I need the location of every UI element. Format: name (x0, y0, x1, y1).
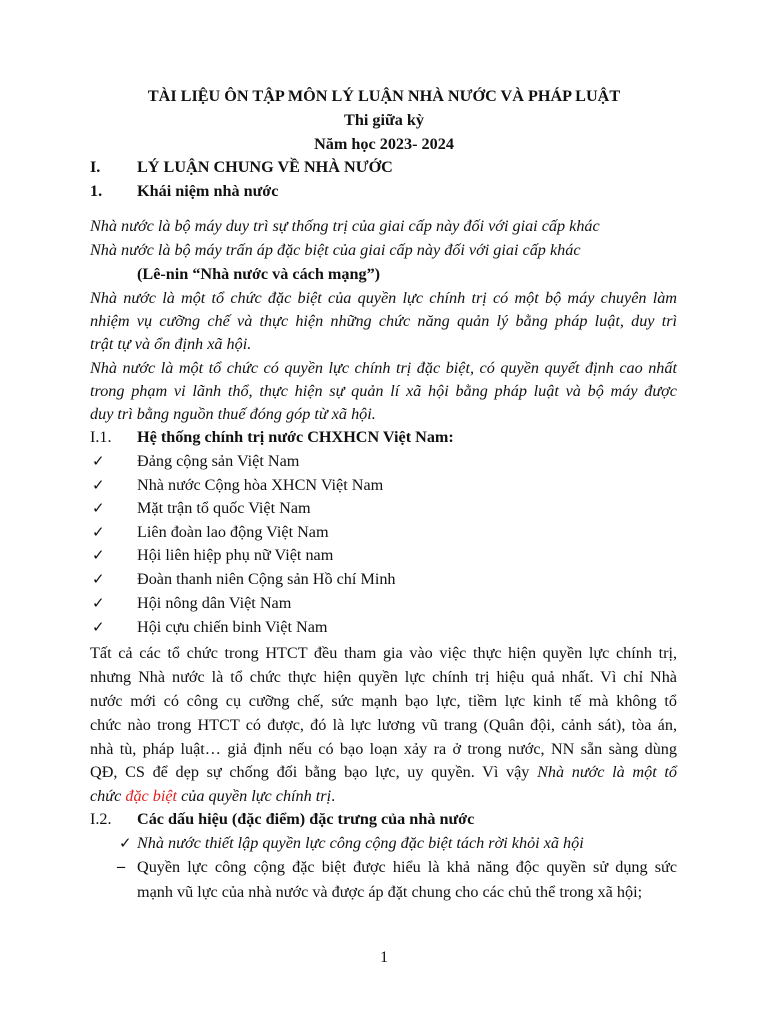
subsection-title: Hệ thống chính trị nước CHXHCN Việt Nam: (137, 428, 454, 446)
list-item-label: Đoàn thanh niên Cộng sản Hồ chí Minh (137, 570, 396, 588)
list-item (0, 594, 768, 614)
section-number: I. (90, 158, 101, 176)
checkmark-icon: ✓ (119, 836, 132, 852)
paragraph-line: Nhà nước là một tổ chức đặc biệt của quyền lực chính trị có một bộ máy chuyên làm (90, 289, 677, 307)
list-item-label: Liên đoàn lao động Việt Nam (137, 523, 329, 541)
subsection-number: 1. (90, 182, 103, 200)
paragraph-line: nhiệm vụ cưỡng chế và thực hiện những chức năng quản lý bằng pháp luật, duy trì (90, 312, 677, 330)
page-number: 1 (379, 948, 389, 966)
highlighted-text: đặc biệt (125, 787, 178, 805)
list-item (0, 546, 768, 566)
paragraph-line: mạnh vũ lực của nhà nước và được áp đặt chung cho các chủ thể trong xã hội; (137, 883, 643, 901)
checkmark-icon: ✓ (92, 620, 105, 636)
list-item (0, 523, 768, 543)
checkmark-icon: ✓ (92, 525, 105, 541)
paragraph-line: chức nào trong HTCT có được, đó là lực lương vũ trang (Quân đội, cảnh sát), tòa án, (90, 716, 677, 734)
list-item (0, 499, 768, 519)
list-item (0, 570, 768, 590)
subsection-number: I.1. (90, 428, 112, 446)
checkmark-icon: ✓ (92, 548, 105, 564)
paragraph-line: trong phạm vi lãnh thổ, thực hiện sự quản lí xã hội bằng pháp luật và bộ máy được (90, 382, 677, 400)
list-item (0, 618, 768, 638)
list-item (0, 834, 768, 854)
paragraph-line: nhà tù, pháp luật… giả định nếu có bạo loạn xảy ra ở trong nước, NN sẵn sàng dùng (90, 740, 677, 758)
subsection-title: Khái niệm nhà nước (137, 182, 279, 200)
document-subtitle: Thi giữa kỳ (344, 111, 424, 129)
list-item-label: Nhà nước Cộng hòa XHCN Việt Nam (137, 476, 384, 494)
subsection-number: I.2. (90, 810, 112, 828)
checkmark-icon: ✓ (92, 596, 105, 612)
list-item-label: Hội liên hiệp phụ nữ Việt nam (137, 546, 334, 564)
list-item (0, 476, 768, 496)
checkmark-icon: ✓ (92, 572, 105, 588)
subsection-title: Các dấu hiệu (đặc điểm) đặc trưng của nhà nước (137, 810, 475, 828)
list-item-label: Nhà nước thiết lập quyền lực công cộng đặc biệt tách rời khỏi xã hội (137, 834, 584, 852)
checkmark-icon: ✓ (92, 454, 105, 470)
paragraph-line: trật tự và ổn định xã hội. (90, 335, 252, 353)
paragraph-line: nhưng Nhà nước là tổ chức thực hiện quyền lực chính trị hiệu quả nhất. Vì chỉ Nhà (90, 668, 677, 686)
list-item-label: Hội nông dân Việt Nam (137, 594, 292, 612)
school-year: Năm học 2023- 2024 (314, 135, 454, 153)
document-title: TÀI LIỆU ÔN TẬP MÔN LÝ LUẬN NHÀ NƯỚC VÀ PHÁP LUẬT (147, 87, 621, 105)
dash-bullet-icon: – (117, 857, 126, 875)
list-item-label: Đảng cộng sản Việt Nam (137, 452, 300, 470)
citation: (Lê-nin “Nhà nước và cách mạng”) (137, 265, 381, 283)
dash-item (0, 857, 768, 905)
list-item-label: Hội cựu chiến binh Việt Nam (137, 618, 328, 636)
checkmark-icon: ✓ (92, 478, 105, 494)
definition-line: Nhà nước là bộ máy duy trì sự thống trị của giai cấp này đối với giai cấp khác (90, 217, 600, 235)
list-item-label: Mặt trận tổ quốc Việt Nam (137, 499, 311, 517)
paragraph-line: duy trì bằng nguồn thuế đóng góp từ xã hội. (90, 405, 376, 423)
paragraph-line: Quyền lực công cộng đặc biệt được hiểu là khả năng độc quyền sử dụng sức (137, 858, 677, 876)
paragraph-line: Tất cả các tổ chức trong HTCT đều tham gia vào việc thực hiện quyền lực chính trị, (90, 644, 677, 662)
paragraph-line: Nhà nước là một tổ chức có quyền lực chính trị đặc biệt, có quyền quyết định cao nhất (90, 359, 677, 377)
list-item (0, 452, 768, 472)
definition-line: Nhà nước là bộ máy trấn áp đặc biệt của giai cấp này đối với giai cấp khác (90, 241, 581, 259)
paragraph-line: nước mới có công cụ cưỡng chế, sức mạnh bạo lực, tiềm lực kinh tế mà không tổ (90, 692, 677, 710)
checkmark-icon: ✓ (92, 501, 105, 517)
paragraph-line: chức đặc biệt của quyền lực chính trị. (90, 787, 336, 805)
section-title: LÝ LUẬN CHUNG VỀ NHÀ NƯỚC (137, 158, 393, 176)
paragraph-line: QĐ, CS để dẹp sự chống đối bằng bạo lực, uy quyền. Vì vậy Nhà nước là một tổ (90, 763, 677, 781)
